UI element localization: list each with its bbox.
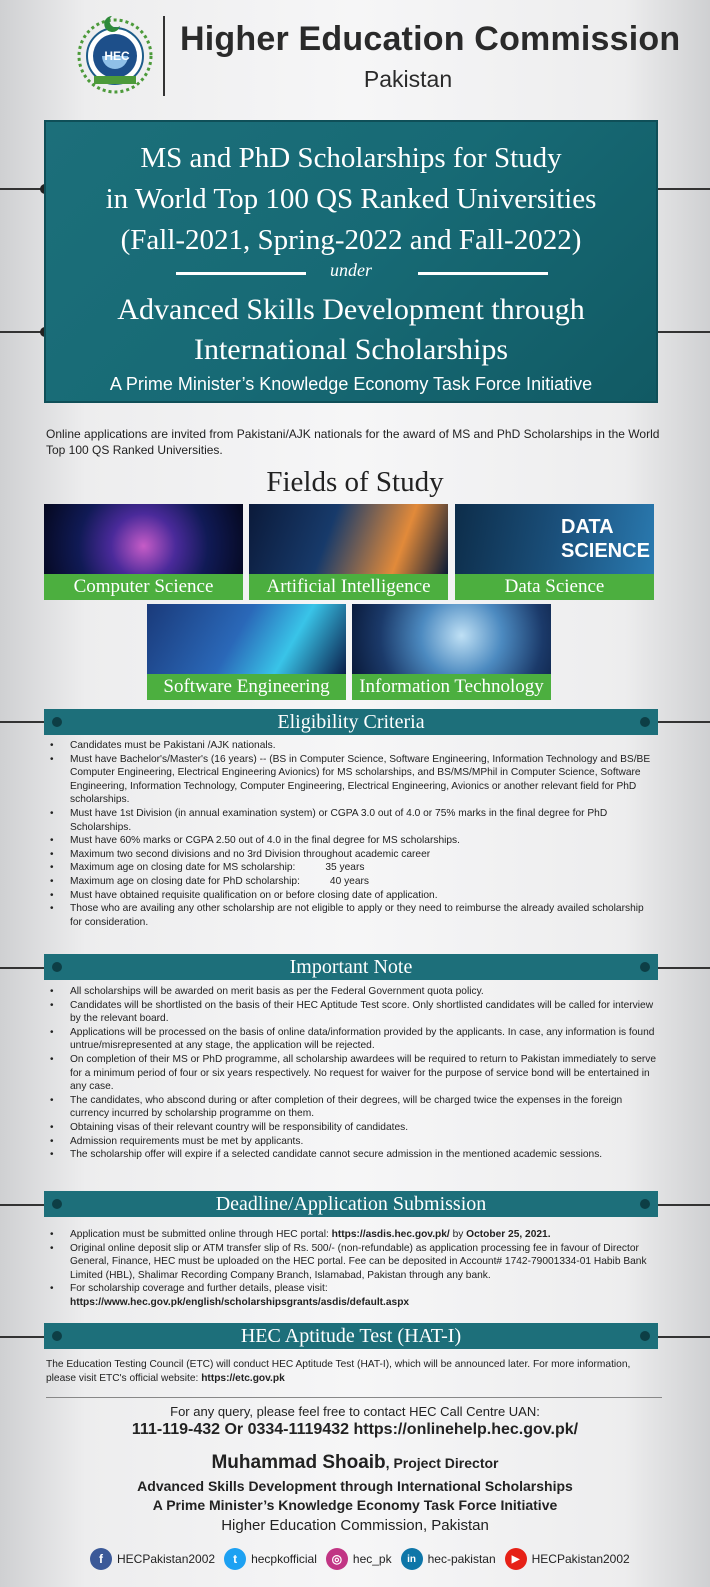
eligibility-connector-left bbox=[0, 721, 46, 723]
contact-uan[interactable]: 111-119-432 Or 0334-1119432 https://onlinehelp.hec.gov.pk/ bbox=[131, 1421, 579, 1438]
social-links bbox=[90, 1546, 639, 1572]
field-artificial-intelligence: Artificial Intelligence bbox=[249, 504, 448, 600]
org-title: Higher Education Commission bbox=[180, 20, 681, 58]
deadline-date: October 25, 2021. bbox=[466, 1229, 551, 1240]
data-science-image: DATA SCIENCE bbox=[455, 504, 654, 574]
instagram-icon: ◎ bbox=[326, 1548, 348, 1570]
list-item: • Applications will be processed on the basis of online data/information provided by the applicants. In case, any information is found untrue/misrepresented at any stage, the application will be rejected. bbox=[48, 1026, 658, 1053]
etc-link[interactable]: https://etc.gov.pk bbox=[201, 1372, 285, 1384]
fields-title: Fields of Study bbox=[266, 466, 444, 498]
list-item: • For scholarship coverage and further details, please visit: https://www.hec.gov.pk/english/scholarshipsgrants/asdis/default.aspx bbox=[48, 1282, 658, 1309]
deadline-connector-left bbox=[0, 1204, 46, 1206]
list-item: • Original online deposit slip or ATM transfer slip of Rs. 500/- (non-refundable) as application processing fee in favour of Director General, Finance, HEC must be uploaded on the HEC portal. Fee can be deposited in Account# 1742-79001334-01 Habib Bank Limited (HBL), Shalimar Recording Company Branch, Islamabad, Pakistan through any bank. bbox=[48, 1242, 658, 1283]
note-connector-left bbox=[0, 967, 46, 969]
headline-title: MS and PhD Scholarships for Study in World Top 100 QS Ranked Universities (Fall-2021, Spring-2022 and Fall-2022) bbox=[105, 142, 597, 256]
initiative-name: A Prime Minister’s Knowledge Economy Task Force Initiative bbox=[152, 1497, 558, 1513]
eligibility-header: Eligibility Criteria bbox=[44, 709, 658, 735]
social-facebook[interactable]: f HECPakistan2002 bbox=[90, 1548, 215, 1570]
social-youtube[interactable]: ▶ HECPakistan2002 bbox=[505, 1548, 630, 1570]
twitter-icon: t bbox=[224, 1548, 246, 1570]
header bbox=[0, 0, 710, 108]
list-item: • Must have 60% marks or CGPA 2.50 out of 4.0 in the final degree for MS scholarships. bbox=[48, 834, 658, 848]
hat-connector-right bbox=[656, 1336, 710, 1338]
list-item: • Those who are availing any other scholarship are not eligible to apply or they need to reimburse the already availed scholarship for consideration. bbox=[48, 902, 658, 929]
program-name: Advanced Skills Development through International Scholarships bbox=[137, 1478, 573, 1494]
field-information-technology: Information Technology bbox=[352, 604, 551, 700]
facebook-icon: f bbox=[90, 1548, 112, 1570]
list-item: • Maximum two second divisions and no 3rd Division throughout academic career bbox=[48, 848, 658, 862]
deadline-header: Deadline/Application Submission bbox=[44, 1191, 658, 1217]
information-technology-image bbox=[352, 604, 551, 674]
hat-text: The Education Testing Council (ETC) will conduct HEC Aptitude Test (HAT-I), which will be announced later. For more information, please visit ETC's official website: https://etc.gov.pk bbox=[46, 1359, 631, 1384]
program-title: Advanced Skills Development through International Scholarships bbox=[117, 293, 585, 366]
scholarship-details-link[interactable]: https://www.hec.gov.pk/english/scholarshipsgrants/asdis/default.aspx bbox=[70, 1296, 410, 1308]
banner-connector-right-bottom bbox=[656, 331, 710, 333]
header-divider bbox=[163, 16, 165, 96]
list-item: • All scholarships will be awarded on merit basis as per the Federal Government quota policy. bbox=[48, 985, 658, 999]
deadline-connector-right bbox=[656, 1204, 710, 1206]
social-twitter[interactable]: t hecpkofficial bbox=[224, 1548, 317, 1570]
list-item: • Maximum age on closing date for MS scholarship: 35 years bbox=[48, 861, 658, 875]
svg-text:HEC: HEC bbox=[104, 49, 130, 63]
field-data-science: DATA SCIENCE Data Science bbox=[455, 504, 654, 600]
list-item: • Must have obtained requisite qualification on or before closing date of application. bbox=[48, 889, 658, 903]
social-linkedin[interactable]: in hec-pakistan bbox=[401, 1548, 496, 1570]
contact-query: For any query, please feel free to contact HEC Call Centre UAN: bbox=[170, 1404, 540, 1419]
list-item: • Obtaining visas of their relevant country will be responsibility of candidates. bbox=[48, 1121, 658, 1135]
computer-science-image bbox=[44, 504, 243, 574]
list-item: • Admission requirements must be met by applicants. bbox=[48, 1135, 658, 1149]
organization-name: Higher Education Commission, Pakistan bbox=[221, 1517, 489, 1534]
list-item: • On completion of their MS or PhD programme, all scholarship awardees will be required to return to Pakistan immediately to serve for a minimum period of four or six years respectively. No request for waiver for the purpose of service bond will be entertained in any case. bbox=[48, 1053, 658, 1094]
list-item: • Candidates must be Pakistani /AJK nationals. bbox=[48, 739, 658, 753]
field-software-engineering: Software Engineering bbox=[147, 604, 346, 700]
list-item: • The candidates, who abscond during or after completion of their degrees, will be charged twice the expenses in the foreign currency incurred by scholarship programme on them. bbox=[48, 1094, 658, 1121]
youtube-icon: ▶ bbox=[505, 1548, 527, 1570]
software-engineering-image bbox=[147, 604, 346, 674]
artificial-intelligence-image bbox=[249, 504, 448, 574]
org-country: Pakistan bbox=[363, 66, 453, 92]
linkedin-icon: in bbox=[401, 1548, 423, 1570]
footer-separator bbox=[46, 1397, 662, 1398]
social-instagram[interactable]: ◎ hec_pk bbox=[326, 1548, 392, 1570]
list-item: • Candidates will be shortlisted on the basis of their HEC Aptitude Test score. Only shortlisted candidates will be called for interview by the relevant board. bbox=[48, 999, 658, 1026]
initiative-text: A Prime Minister’s Knowledge Economy Task Force Initiative bbox=[109, 374, 593, 394]
list-item: • The scholarship offer will expire if a selected candidate cannot secure admission in the mentioned academic sessions. bbox=[48, 1148, 658, 1162]
hat-connector-left bbox=[0, 1336, 46, 1338]
project-director: Muhammad Shoaib, Project Director bbox=[211, 1452, 499, 1473]
note-list bbox=[48, 985, 658, 1162]
portal-link[interactable]: https://asdis.hec.gov.pk/ bbox=[331, 1229, 450, 1240]
deadline-list bbox=[48, 1228, 658, 1310]
list-item: • Must have 1st Division (in annual examination system) or CGPA 3.0 out of 4.0 or 75% marks in the final degree for PhD Scholarships. bbox=[48, 807, 658, 834]
intro-text: Online applications are invited from Pakistani/AJK nationals for the award of MS and PhD Scholarships in the World Top 100 QS Ranked Universities. bbox=[46, 427, 660, 457]
under-text: under bbox=[330, 260, 372, 280]
headline-banner bbox=[44, 120, 658, 403]
list-item: • Maximum age on closing date for PhD scholarship: 40 years bbox=[48, 875, 658, 889]
eligibility-connector-right bbox=[656, 721, 710, 723]
list-item: • Must have Bachelor's/Master's (16 years) -- (BS in Computer Science, Software Engineering, Information Technology and BS/BE Computer Engineering, Electrical Engineering Avionics) for MS scholarships, and BS/MS/MPhil in Computer Science, Software Engineering, Information Technology, Computer Engineering, Electrical Engineering, Avionics or another relevant field for PhD scholarships. bbox=[48, 753, 658, 807]
field-computer-science: Computer Science bbox=[44, 504, 243, 600]
banner-connector-right-top bbox=[656, 188, 710, 190]
list-item: • Application must be submitted online through HEC portal: https://asdis.hec.gov.pk/ by October 25, 2021. bbox=[48, 1228, 658, 1242]
under-line-right bbox=[418, 272, 548, 275]
note-header: Important Note bbox=[44, 954, 658, 980]
eligibility-list bbox=[48, 739, 658, 929]
hec-logo bbox=[72, 10, 158, 96]
note-connector-right bbox=[656, 967, 710, 969]
hat-header: HEC Aptitude Test (HAT-I) bbox=[44, 1323, 658, 1349]
